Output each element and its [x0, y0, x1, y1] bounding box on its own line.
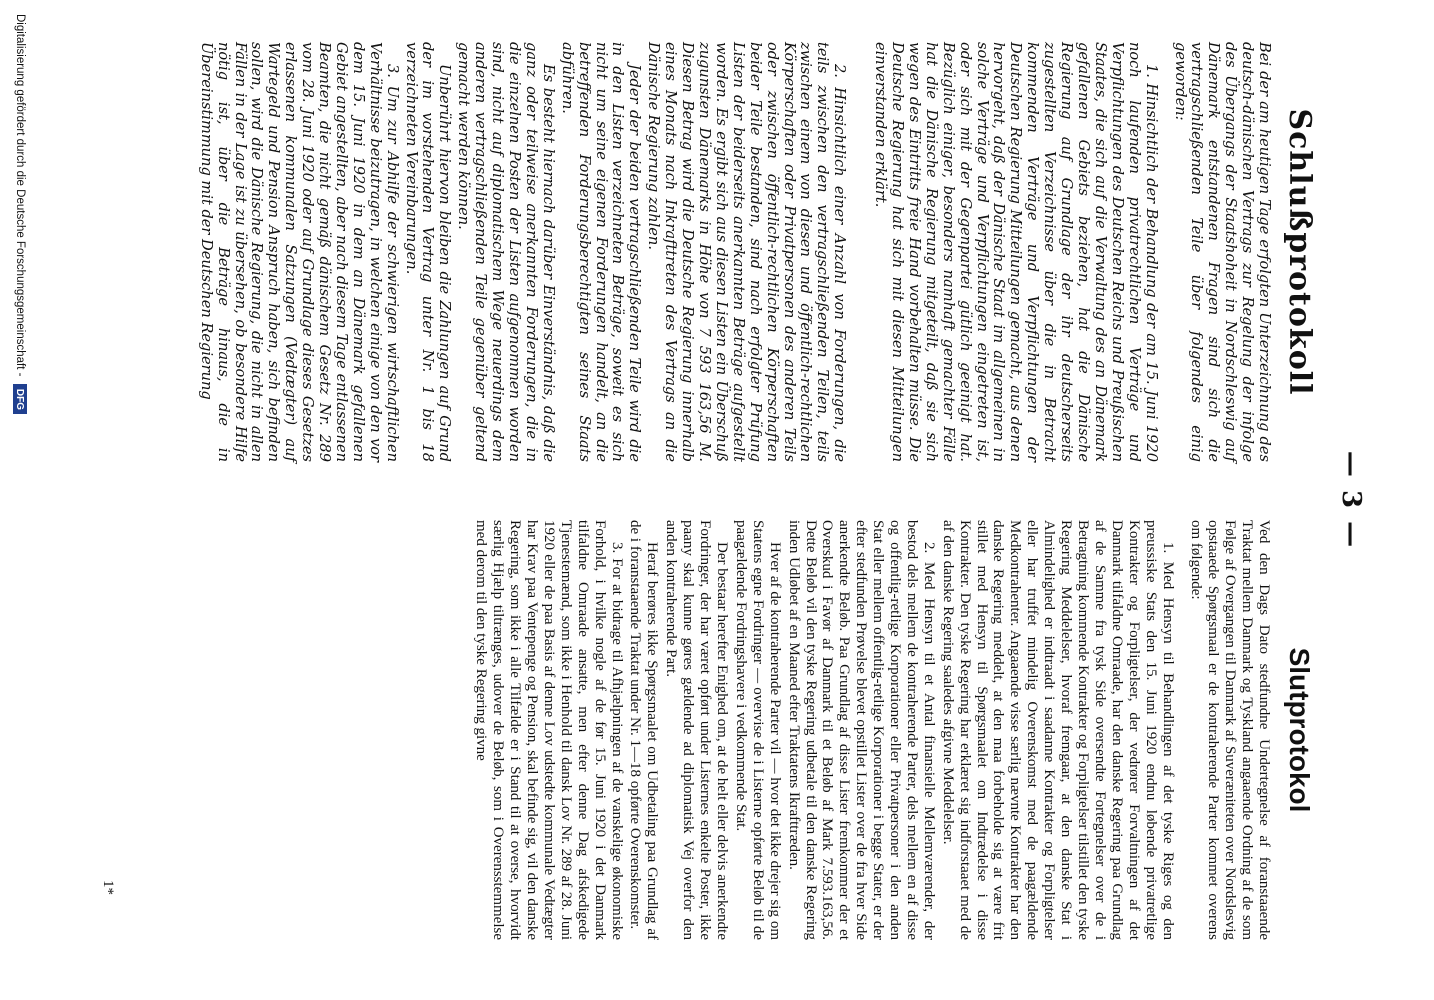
danish-paragraph-1: 1. Med Hensyn til Behandlingen af det tyske Riges og den preussiske Stats den 15. Juni 1920 endnu løbende privatretlige Kontrakter og Forpligtelser, der vedrører Forvaltningen af det Danmark tilfaldne Omraade, har den danske Regering paa Grundlag af de Samme fra tysk Side oversendte Fortegnelser over de i Betragtning kommende Kontrakter og Forpligtelser tilstillet den tyske Regering Meddelelser, hvoraf fremgaar, at den danske Stat i Almindelighed er indtraadt i saadanne Kontrakter og Forpligtelser eller har truffet mindelig Overenskomst med de paagældende Medkontrahenter. Angaaende visse særlig nævnte Kontrakter har den danske Regering meddelt, at den maa forbeholde sig at være frit stillet med Hensyn til Spørgsmaalet om Indtrædelse i disse Kontrakter. Den tyske Regering har erklæret sig indforstaaet med de af den danske Regering saaledes afgivne Meddelelser. [939, 520, 1176, 940]
page-number: — 3 — [1336, 450, 1366, 550]
german-paragraph-5: Unberührt hiervon bleiben die Zahlungen auf Grund der im vorstehenden Vertrag unter Nr. 1 bis 18 verzeichneten Vereinbarungen. [402, 42, 454, 462]
digitization-credit [9, 14, 31, 414]
danish-paragraph-4: Der bestaar herefter Enighed om, at de helt eller delvis anerkendte Fordringer, der har været opført under Listernes enkelte Poster, ikke paany skal kunne gøres gældende ad diplomatisk Vej overfor den anden kontraherende Part. [663, 520, 730, 940]
dfg-logo[interactable]: DFG [13, 384, 27, 414]
danish-title: Slutprotokol [1284, 647, 1315, 813]
german-paragraph-4: Es besteht hiernach darüber Einverständnis, daß die ganz oder teilweise anerkannten Forderungen, die in die einzelnen Posten der Listen aufgenommen worden sind, nicht auf diplomatischem Wege neuerdings dem anderen vertragschließenden Teile gegenüber geltend gemacht werden können. [455, 42, 557, 462]
german-gap [847, 42, 869, 462]
german-column [195, 42, 1329, 462]
danish-intro: Ved den Dags Dato stedfundne Undertegnelse af foranstaaende Traktat mellem Danmark og Tyskland angaaende Ordning af de som Følge af Overgangen til Danmark af Suveræniteten over Nordslesvig opstaaede Spørgsmaal er de kontraherende Parter kommet overens om følgende: [1188, 520, 1273, 940]
german-intro: Bei der am heutigen Tage erfolgten Unterzeichnung des deutsch-dänischen Vertrags zur Regelung der infolge des Übergangs der Staatshoheit in Nordschleswig auf Dänemark entstandenen Fragen sind sich die vertragschließenden Teile über folgendes einig geworden: [1171, 42, 1274, 462]
signature-mark: 1* [100, 880, 116, 895]
german-title: Schlußprotokoll [1282, 108, 1317, 396]
danish-column [470, 520, 1329, 940]
credit-text: Digitalisierung gefördert durch die Deutsche Forschungsgemeinschaft - [14, 14, 26, 377]
german-paragraph-2: 2. Hinsichtlich einer Anzahl von Forderungen, die teils zwischen den vertragschließenden Teilen, teils zwischen einem von diesen und öffentlich-rechtlichen Körperschaften oder Privatpersonen des anderen Teils oder zwischen öffentlich-rechtlichen Körperschaften beider Teile bestanden, sind nach erfolgter Prüfung Listen der beiderseits anerkannten Beträge aufgestellt worden. Es ergibt sich aus diesen Listen ein Überschuß zugunsten Dänemarks in Höhe von 7 593 163,56 M. Diesen Betrag wird die Deutsche Regierung innerhalb eines Monats nach Inkrafttreten des Vertrags an die Dänische Regierung zahlen. [645, 42, 849, 462]
german-paragraph-6: 3. Um zur Abhilfe der schwierigen wirtschaftlichen Verhältnisse beizutragen, in welchen einige von den vor dem 15. Juni 1920 in dem an Dänemark gefallenen Gebiet angestellten, aber nach diesem Tage entlassenen Beamten, die nicht gemäß dänischem Gesetz Nr. 289 vom 28. Juni 1920 oder auf Grundlage dieses Gesetzes erlassenen kommunalen Satzungen (Vedtægter) auf Wartegeld und Pension Anspruch haben, sich befinden sollen, wird die Dänische Regierung, die nicht in allen Fällen in der Lage ist zu übersehen, ob besondere Hilfe nötig ist, über die Beträge hinaus, die in Übereinstimmung mit der Deutschen Regierung [197, 42, 401, 462]
german-paragraph-1: 1. Hinsichtlich der Behandlung der am 15. Juni 1920 noch laufenden privatrechtlichen Verträge und Verpflichtungen des Deutschen Reichs und Preußischen Staates, die sich auf die Verwaltung des an Dänemark gefallenen Gebiets beziehen, hat die Dänische Regierung auf Grundlage der ihr deutscherseits zugestellten Verzeichnisse über die in Betracht kommenden Verträge und Verpflichtungen der Deutschen Regierung Mitteilungen gemacht, aus denen hervorgeht, daß der Dänische Staat im allgemeinen in solche Verträge und Verpflichtungen eingetreten ist, oder sich mit der Gegenpartei gütlich geeinigt hat. Bezüglich einiger, besonders namhaft gemachter Fälle hat die Dänische Regierung mitgeteilt, daß sie sich wegen des Eintritts freie Hand vorbehalten müsse. Die Deutsche Regierung hat sich mit diesen Mitteilungen einverstanden erklärt. [872, 42, 1160, 462]
danish-paragraph-3: Hver af de kontraherende Parter vil — hvor det ikke drejer sig om Statens egne Fordringer — overvise de i Listerne opførte Beløb til de paagældende Fordringshavere i vedkommende Stat. [732, 520, 783, 940]
danish-paragraph-2: 2. Med Hensyn til et Antal finansielle Mellemværender, der bestod dels mellem de kontraherende Parter, dels mellem en af disse og offentlig-retlige Korporationer eller Privatpersoner i den anden Stat eller mellem offentlig-retlige Korporationer i begge Stater, er der efter stedfunden Prøvelse blevet opstillet Lister over de fra hver Side anerkendte Beløb. Paa Grundlag af disse Lister fremkommer der et Overskud i Favør af Danmark til et Beløb af Mark 7.593.163,56. Dette Beløb vil den tyske Regering udbetale til den danske Regering inden Udløbet af en Maaned efter Traktatens Ikrafttræden. [785, 520, 937, 940]
german-paragraph-3: Jeder der beiden vertragschließenden Teile wird die in den Listen verzeichneten Beträge, soweit es sich nicht um seine eigenen Forderungen handelt, an die betreffenden Forderungsberechtigten seines Staats abführen. [558, 42, 644, 462]
danish-paragraph-6: 3. For at bidrage til Afhjælpningen af de vanskelige økonomiske Forhold, i hvilke nogle af de før 15. Juni 1920 i det Danmark tilfaldne Omraade ansatte, men efter denne Dag afskedigede Tjenestemænd, som ikke i Henhold til dansk Lov Nr. 289 af 28. Juni 1920 eller de paa Basis af denne Lov udstedte kommunale Vedtægter har Krav paa Ventepenge og Pension, skal befinde sig, vil den danske Regering, som ikke i alle Tilfælde er i Stand til at overse, hvorvidt særlig Hjælp tiltrænges, udover de Beløb, som i Overensstemmelse med derom til den tyske Regering givne [473, 520, 625, 940]
danish-paragraph-5: Heraf berøres ikke Spørgsmaalet om Udbetaling paa Grundlag af de i foranstaaende Traktat under Nr. 1—18 opførte Overenskomster. [627, 520, 661, 940]
